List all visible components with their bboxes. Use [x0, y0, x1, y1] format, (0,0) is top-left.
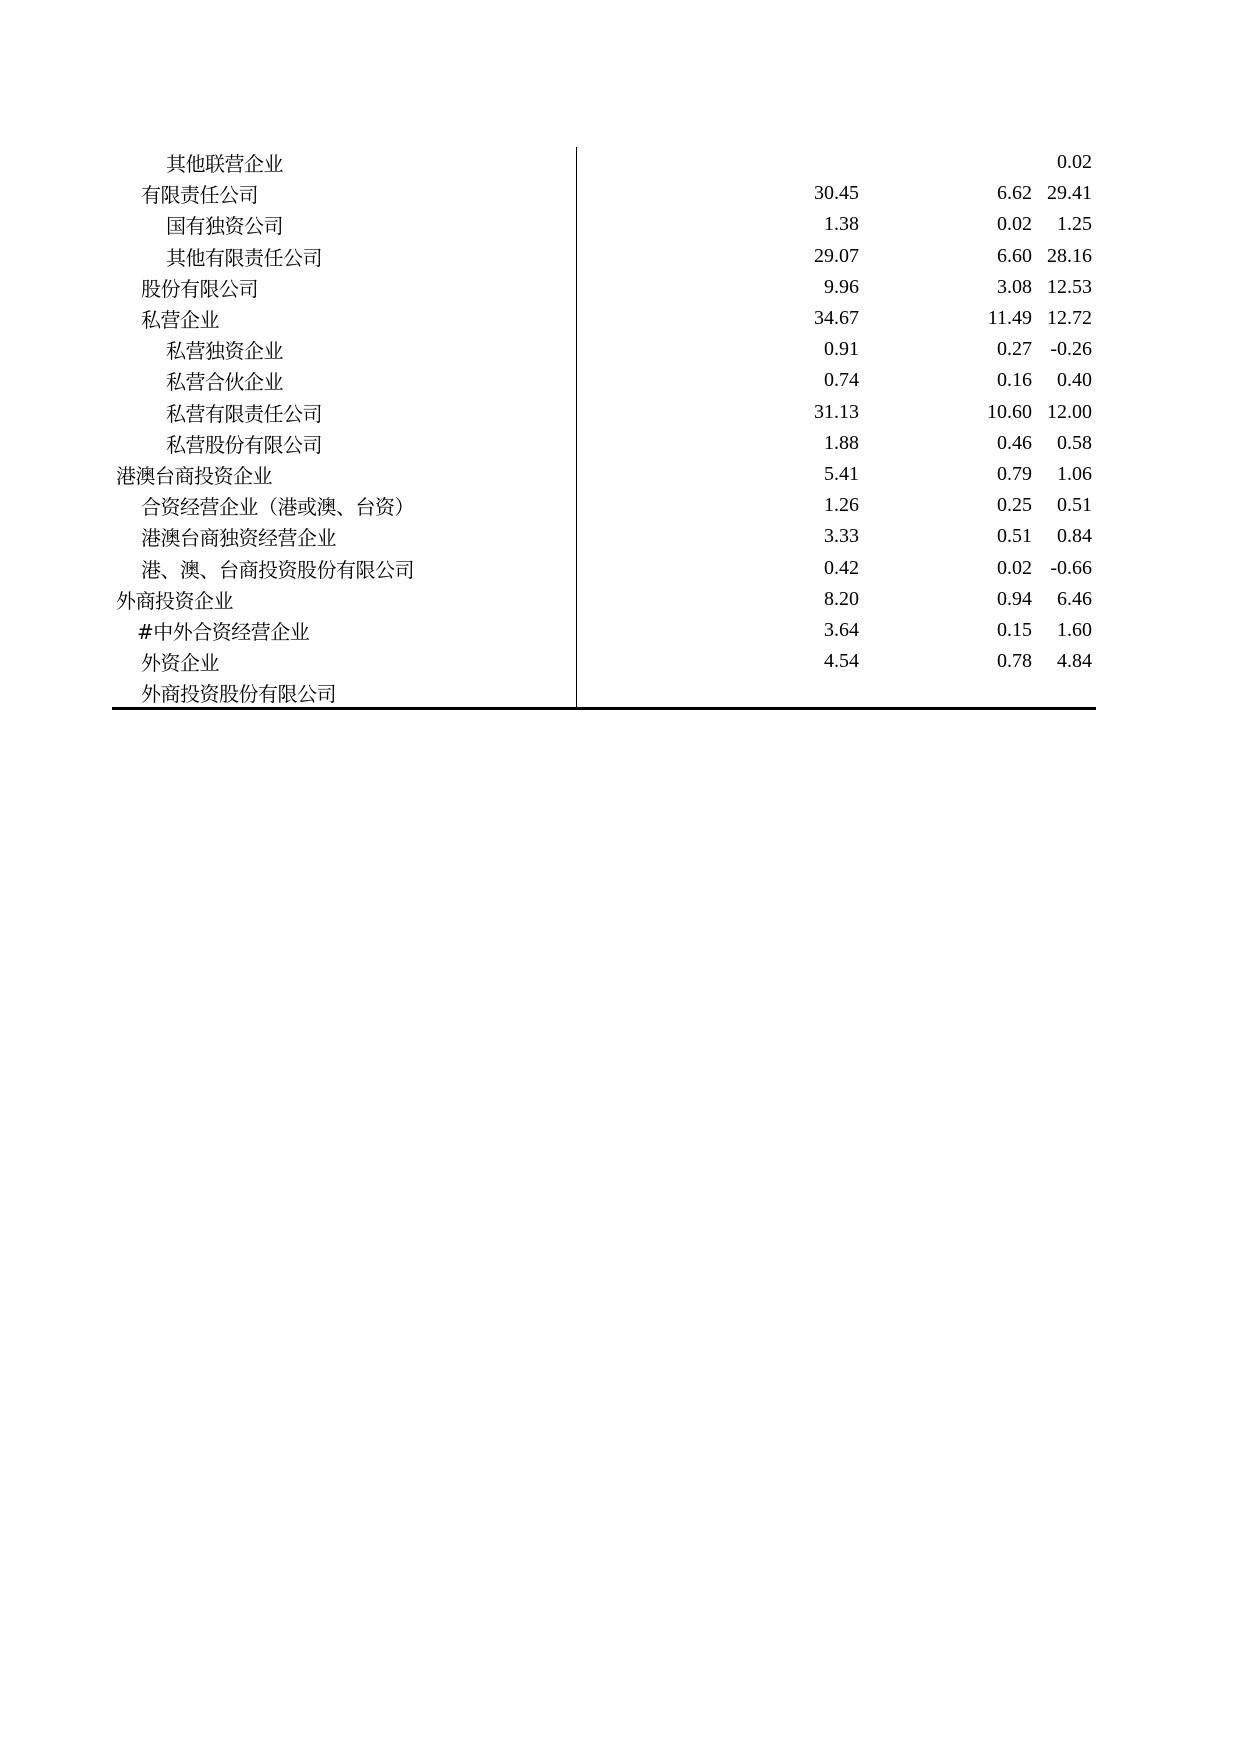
value-col-2: 6.60 [997, 244, 1032, 267]
value-col-3: 0.02 [1057, 151, 1092, 174]
value-col-2 [863, 147, 1036, 178]
value-col-1: 5.41 [824, 462, 859, 485]
value-col-3: 29.41 [1047, 182, 1092, 205]
value-col-3: 6.46 [1057, 587, 1092, 610]
table-row [112, 303, 1096, 334]
value-col-2: 6.62 [997, 182, 1032, 205]
value-col-3: -0.26 [1050, 338, 1092, 361]
value-col-2: 11.49 [987, 307, 1032, 330]
value-col-3: 0.84 [1057, 525, 1092, 548]
value-col-3: 12.72 [1047, 307, 1092, 330]
row-label: 私营股份有限公司 [112, 428, 576, 459]
value-col-1: 1.88 [824, 431, 859, 454]
table-row [112, 521, 1096, 552]
value-col-2: 0.46 [997, 431, 1032, 454]
value-col-1: 31.13 [814, 400, 859, 423]
table-row [112, 147, 1096, 178]
table-row [112, 459, 1096, 490]
table-row [112, 428, 1096, 459]
value-col-2: 0.78 [997, 650, 1032, 673]
value-col-1: 0.91 [824, 338, 859, 361]
table-row [112, 334, 1096, 365]
table-row [112, 646, 1096, 677]
value-col-3: 0.58 [1057, 431, 1092, 454]
value-col-1: 3.64 [824, 618, 859, 641]
row-label: 有限责任公司 [112, 178, 576, 209]
table-row [112, 365, 1096, 396]
value-col-1: 8.20 [824, 587, 859, 610]
value-col-2: 0.25 [997, 494, 1032, 517]
value-col-1: 4.54 [824, 650, 859, 673]
value-col-1: 9.96 [824, 275, 859, 298]
table-row [112, 677, 1096, 708]
value-col-3: 12.00 [1047, 400, 1092, 423]
row-label: 私营企业 [112, 303, 576, 334]
table-row [112, 552, 1096, 583]
value-col-1: 3.33 [824, 525, 859, 548]
value-col-1: 30.45 [814, 182, 859, 205]
row-label: 国有独资公司 [112, 209, 576, 240]
value-col-1: 0.42 [824, 556, 859, 579]
value-col-2: 0.94 [997, 587, 1032, 610]
row-label: 港澳台商投资企业 [112, 459, 576, 490]
value-col-1: 0.74 [824, 369, 859, 392]
row-label: 港、澳、台商投资股份有限公司 [112, 552, 576, 583]
value-col-3: 1.60 [1057, 618, 1092, 641]
value-col-3: 4.84 [1057, 650, 1092, 673]
row-label: 股份有限公司 [112, 272, 576, 303]
row-label: 私营有限责任公司 [112, 397, 576, 428]
row-label: 其他联营企业 [112, 147, 576, 178]
statistics-table [112, 147, 1096, 710]
row-label: 合资经营企业（港或澳、台资） [112, 490, 576, 521]
table-row [112, 584, 1096, 615]
table-row [112, 178, 1096, 209]
value-col-2: 10.60 [987, 400, 1032, 423]
row-label: #中外合资经营企业 [112, 615, 576, 646]
value-col-2: 0.79 [997, 462, 1032, 485]
table-row [112, 209, 1096, 240]
value-col-1 [576, 677, 863, 708]
value-col-1 [576, 147, 863, 178]
value-col-3: 1.25 [1057, 213, 1092, 236]
table-row [112, 490, 1096, 521]
row-label: 外商投资股份有限公司 [112, 677, 576, 708]
value-col-3: -0.66 [1050, 556, 1092, 579]
row-label: 港澳台商独资经营企业 [112, 521, 576, 552]
value-col-2: 0.15 [997, 618, 1032, 641]
value-col-2: 0.02 [997, 556, 1032, 579]
row-label: 外资企业 [112, 646, 576, 677]
value-col-3: 1.06 [1057, 462, 1092, 485]
value-col-2: 0.27 [997, 338, 1032, 361]
value-col-1: 34.67 [814, 307, 859, 330]
value-col-3 [1036, 677, 1096, 708]
table-row [112, 241, 1096, 272]
row-label: 私营独资企业 [112, 334, 576, 365]
table-row [112, 615, 1096, 646]
table-row [112, 272, 1096, 303]
table-row [112, 397, 1096, 428]
value-col-1: 1.38 [824, 213, 859, 236]
value-col-3: 12.53 [1047, 275, 1092, 298]
value-col-1: 29.07 [814, 244, 859, 267]
value-col-1: 1.26 [824, 494, 859, 517]
statistics-table-container [112, 147, 1096, 710]
value-col-2: 0.51 [997, 525, 1032, 548]
value-col-2: 0.16 [997, 369, 1032, 392]
row-label: 其他有限责任公司 [112, 241, 576, 272]
value-col-3: 28.16 [1047, 244, 1092, 267]
value-col-2: 3.08 [997, 275, 1032, 298]
value-col-2 [863, 677, 1036, 708]
value-col-3: 0.51 [1057, 494, 1092, 517]
row-label: 外商投资企业 [112, 584, 576, 615]
value-col-3: 0.40 [1057, 369, 1092, 392]
row-label: 私营合伙企业 [112, 365, 576, 396]
value-col-2: 0.02 [997, 213, 1032, 236]
